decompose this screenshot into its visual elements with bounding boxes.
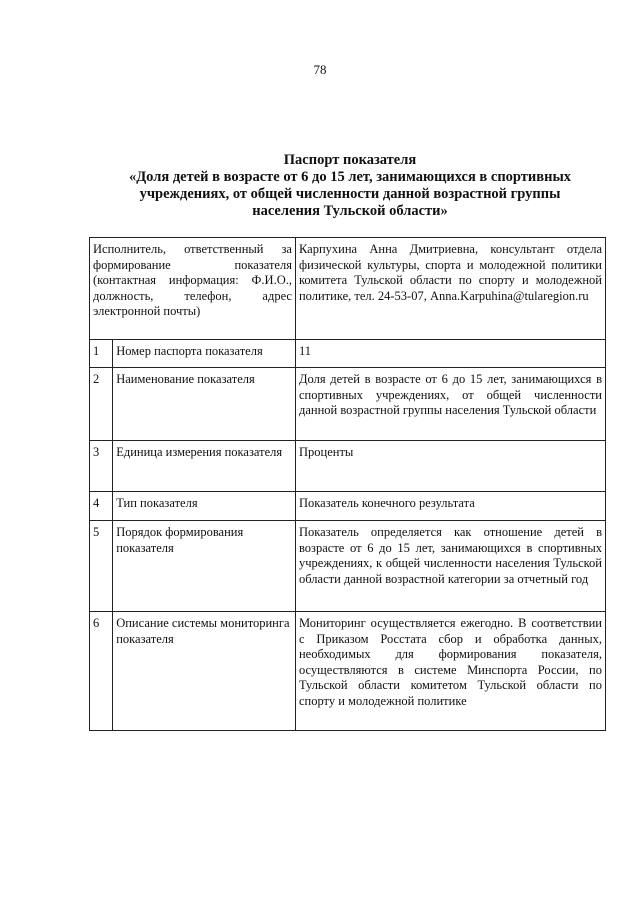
table-row (90, 368, 606, 441)
contact-value-cell: Карпухина Анна Дмитриевна, консультант отдела физической культуры, спорта и молодежной политики комитета Тульской области по спорту и молодежной политике, тел. 24-53-07, Anna.Karpuhina@tularegion.ru (295, 238, 605, 340)
table-row-contact (90, 238, 606, 340)
row-number-cell: 4 (90, 492, 113, 521)
row-label-cell: Номер паспорта показателя (113, 340, 296, 368)
row-number-cell: 5 (90, 521, 113, 612)
row-label-cell: Описание системы мониторинга показателя (113, 612, 296, 731)
table-row (90, 492, 606, 521)
table-row (90, 441, 606, 492)
table-row (90, 521, 606, 612)
contact-label-cell: Исполнитель, ответственный за формирование показателя (контактная информация: Ф.И.О., должность, телефон, адрес электронной почты) (90, 238, 296, 340)
row-value-cell: Показатель определяется как отношение детей в возрасте от 6 до 15 лет, занимающихся в спортивных учреждениях, к общей численности населения Тульской области данной возрастной категории за отчетный год (295, 521, 605, 612)
table-row (90, 612, 606, 731)
row-value-cell: Доля детей в возрасте от 6 до 15 лет, занимающихся в спортивных учреждениях, от общей численности данной возрастной группы населения Тульской области (295, 368, 605, 441)
row-value-cell: Мониторинг осуществляется ежегодно. В соответствии с Приказом Росстата сбор и обработка данных, необходимых для формирования показателя, осуществляются в системе Минспорта России, по Тульской области комитетом Тульской области по спорту и молодежной политике (295, 612, 605, 731)
title-line-1: Паспорт показателя (283, 152, 417, 168)
row-label-cell: Порядок формирования показателя (113, 521, 296, 612)
row-value-cell: Показатель конечного результата (295, 492, 605, 521)
row-label-cell: Наименование показателя (113, 368, 296, 441)
row-value-cell: Проценты (295, 441, 605, 492)
title-line-2: «Доля детей в возрасте от 6 до 15 лет, занимающихся в спортивных (128, 169, 572, 185)
page-number: 78 (313, 62, 327, 77)
title-line-4: населения Тульской области» (252, 203, 448, 219)
row-number-cell: 6 (90, 612, 113, 731)
indicator-passport-table (89, 237, 606, 731)
title-line-3: учреждениях, от общей численности данной возрастной группы (139, 186, 561, 202)
row-label-cell: Тип показателя (113, 492, 296, 521)
row-number-cell: 3 (90, 441, 113, 492)
row-value-cell: 11 (295, 340, 605, 368)
table-row (90, 340, 606, 368)
document-title (95, 152, 605, 220)
row-number-cell: 2 (90, 368, 113, 441)
row-number-cell: 1 (90, 340, 113, 368)
row-label-cell: Единица измерения показателя (113, 441, 296, 492)
